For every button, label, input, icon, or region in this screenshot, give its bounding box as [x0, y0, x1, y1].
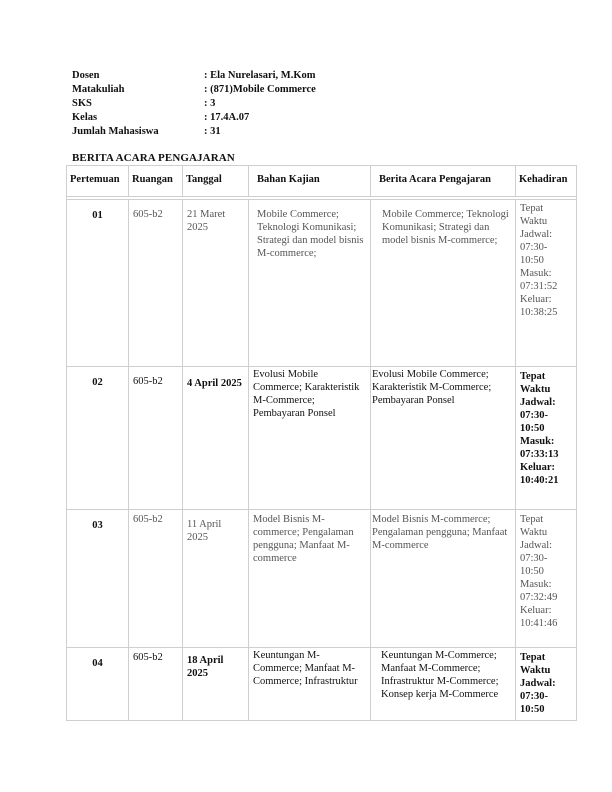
attendance-line: Tepat [520, 371, 546, 382]
cell-kehadiran [516, 648, 576, 720]
column-header [371, 166, 515, 196]
attendance-text [516, 510, 576, 630]
table-spacer [67, 197, 576, 199]
info-value: : (871)Mobile Commerce [204, 83, 316, 95]
cell-kehadiran [516, 367, 576, 509]
info-row-dosen [72, 69, 316, 83]
attendance-line: Tepat [520, 514, 544, 525]
attendance-line: 07:31:52 [520, 281, 558, 292]
info-label: Dosen [72, 70, 100, 81]
cell-ruangan: 605-b2 [129, 648, 182, 720]
info-label: Jumlah Mahasiswa [72, 125, 159, 137]
attendance-text [516, 200, 576, 319]
cell-berita-acara: Mobile Commerce; Teknologi Komunikasi; Strategi dan model bisnis M-commerce; [371, 200, 515, 366]
cell-bahan-kajian: Mobile Commerce; Teknologi Komunikasi; Strategi dan model bisnis M-commerce; [249, 200, 370, 366]
attendance-line: 07:32:49 [520, 592, 558, 603]
info-value: : 17.4A.07 [204, 111, 250, 123]
teaching-record-table [66, 165, 577, 721]
table-row [67, 648, 576, 720]
column-header [516, 166, 576, 196]
cell-berita-acara: Keuntungan M-Commerce; Manfaat M-Commerce; Infrastruktur M-Commerce; Konsep kerja M-Commerce [371, 648, 515, 720]
column-header [67, 166, 128, 196]
info-row-matakuliah [72, 83, 316, 97]
cell-bahan-kajian: Evolusi Mobile Commerce; Karakteristik M-Commerce; Pembayaran Ponsel [249, 367, 370, 509]
attendance-line: 07:33:13 [520, 449, 559, 460]
attendance-line: 07:30- [520, 242, 548, 253]
cell-pertemuan: 02 [67, 367, 128, 509]
attendance-line: Waktu [520, 665, 551, 676]
info-row-jumlah-mahasiswa [72, 125, 316, 139]
info-label: Kelas [72, 111, 98, 123]
column-header-label: Ruangan [132, 174, 173, 185]
attendance-line: Keluar: [520, 294, 552, 305]
cell-ruangan: 605-b2 [129, 367, 182, 509]
cell-pertemuan: 01 [67, 200, 128, 366]
attendance-line: Masuk: [520, 436, 555, 447]
attendance-line: 10:40:21 [520, 475, 559, 486]
attendance-text [516, 648, 576, 716]
attendance-line: 10:50 [520, 423, 545, 434]
attendance-line: Keluar: [520, 605, 552, 616]
column-header-label: Bahan Kajian [257, 174, 320, 185]
column-header-label: Tanggal [186, 174, 222, 185]
info-label: SKS [72, 97, 92, 109]
column-header [249, 166, 370, 196]
cell-pertemuan: 04 [67, 648, 128, 720]
attendance-line: 10:50 [520, 566, 544, 577]
attendance-line: Waktu [520, 527, 548, 538]
attendance-line: Jadwal: [520, 397, 556, 408]
attendance-line: 07:30- [520, 553, 548, 564]
info-row-sks [72, 97, 316, 111]
attendance-line: 10:50 [520, 255, 544, 266]
cell-tanggal: 18 April 2025 [183, 648, 248, 720]
attendance-line: Waktu [520, 384, 551, 395]
info-label: Matakuliah [72, 83, 125, 95]
attendance-line: Jadwal: [520, 678, 556, 689]
attendance-text [516, 367, 576, 487]
section-title: BERITA ACARA PENGAJARAN [72, 152, 235, 164]
column-header [183, 166, 248, 196]
attendance-line: Tepat [520, 203, 544, 214]
info-value: : 3 [204, 97, 216, 109]
cell-bahan-kajian: Keuntungan M-Commerce; Manfaat M-Commerce; Infrastruktur [249, 648, 370, 720]
cell-tanggal: 21 Maret 2025 [183, 200, 248, 366]
column-header-label: Pertemuan [70, 174, 120, 185]
cell-pertemuan: 03 [67, 510, 128, 647]
cell-berita-acara: Evolusi Mobile Commerce; Karakteristik M-Commerce; Pembayaran Ponsel [371, 367, 515, 509]
cell-ruangan: 605-b2 [129, 510, 182, 647]
attendance-line: 10:41:46 [520, 618, 558, 629]
attendance-line: 10:50 [520, 704, 545, 715]
info-row-kelas [72, 111, 316, 125]
attendance-line: Waktu [520, 216, 548, 227]
column-header-label: Berita Acara Pengajaran [379, 174, 491, 185]
attendance-line: Jadwal: [520, 229, 553, 240]
attendance-line: Tepat [520, 652, 546, 663]
cell-kehadiran [516, 510, 576, 647]
table-header-row [67, 166, 576, 196]
info-value: : 31 [204, 125, 221, 137]
column-header [129, 166, 182, 196]
table-row [67, 510, 576, 647]
column-header-label: Kehadiran [519, 174, 568, 185]
table-row [67, 200, 576, 366]
course-info [72, 69, 316, 138]
cell-ruangan: 605-b2 [129, 200, 182, 366]
attendance-line: Keluar: [520, 462, 555, 473]
cell-tanggal: 11 April 2025 [183, 510, 248, 647]
attendance-line: 07:30- [520, 691, 548, 702]
table-row [67, 367, 576, 509]
attendance-line: Jadwal: [520, 540, 553, 551]
info-value: : Ela Nurelasari, M.Kom [204, 70, 316, 81]
attendance-line: Masuk: [520, 268, 552, 279]
cell-tanggal: 4 April 2025 [183, 367, 248, 509]
attendance-line: 10:38:25 [520, 307, 558, 318]
cell-berita-acara: Model Bisnis M-commerce; Pengalaman pengguna; Manfaat M-commerce [371, 510, 515, 647]
cell-kehadiran [516, 200, 576, 366]
attendance-line: Masuk: [520, 579, 552, 590]
attendance-line: 07:30- [520, 410, 548, 421]
cell-bahan-kajian: Model Bisnis M-commerce; Pengalaman pengguna; Manfaat M-commerce [249, 510, 370, 647]
